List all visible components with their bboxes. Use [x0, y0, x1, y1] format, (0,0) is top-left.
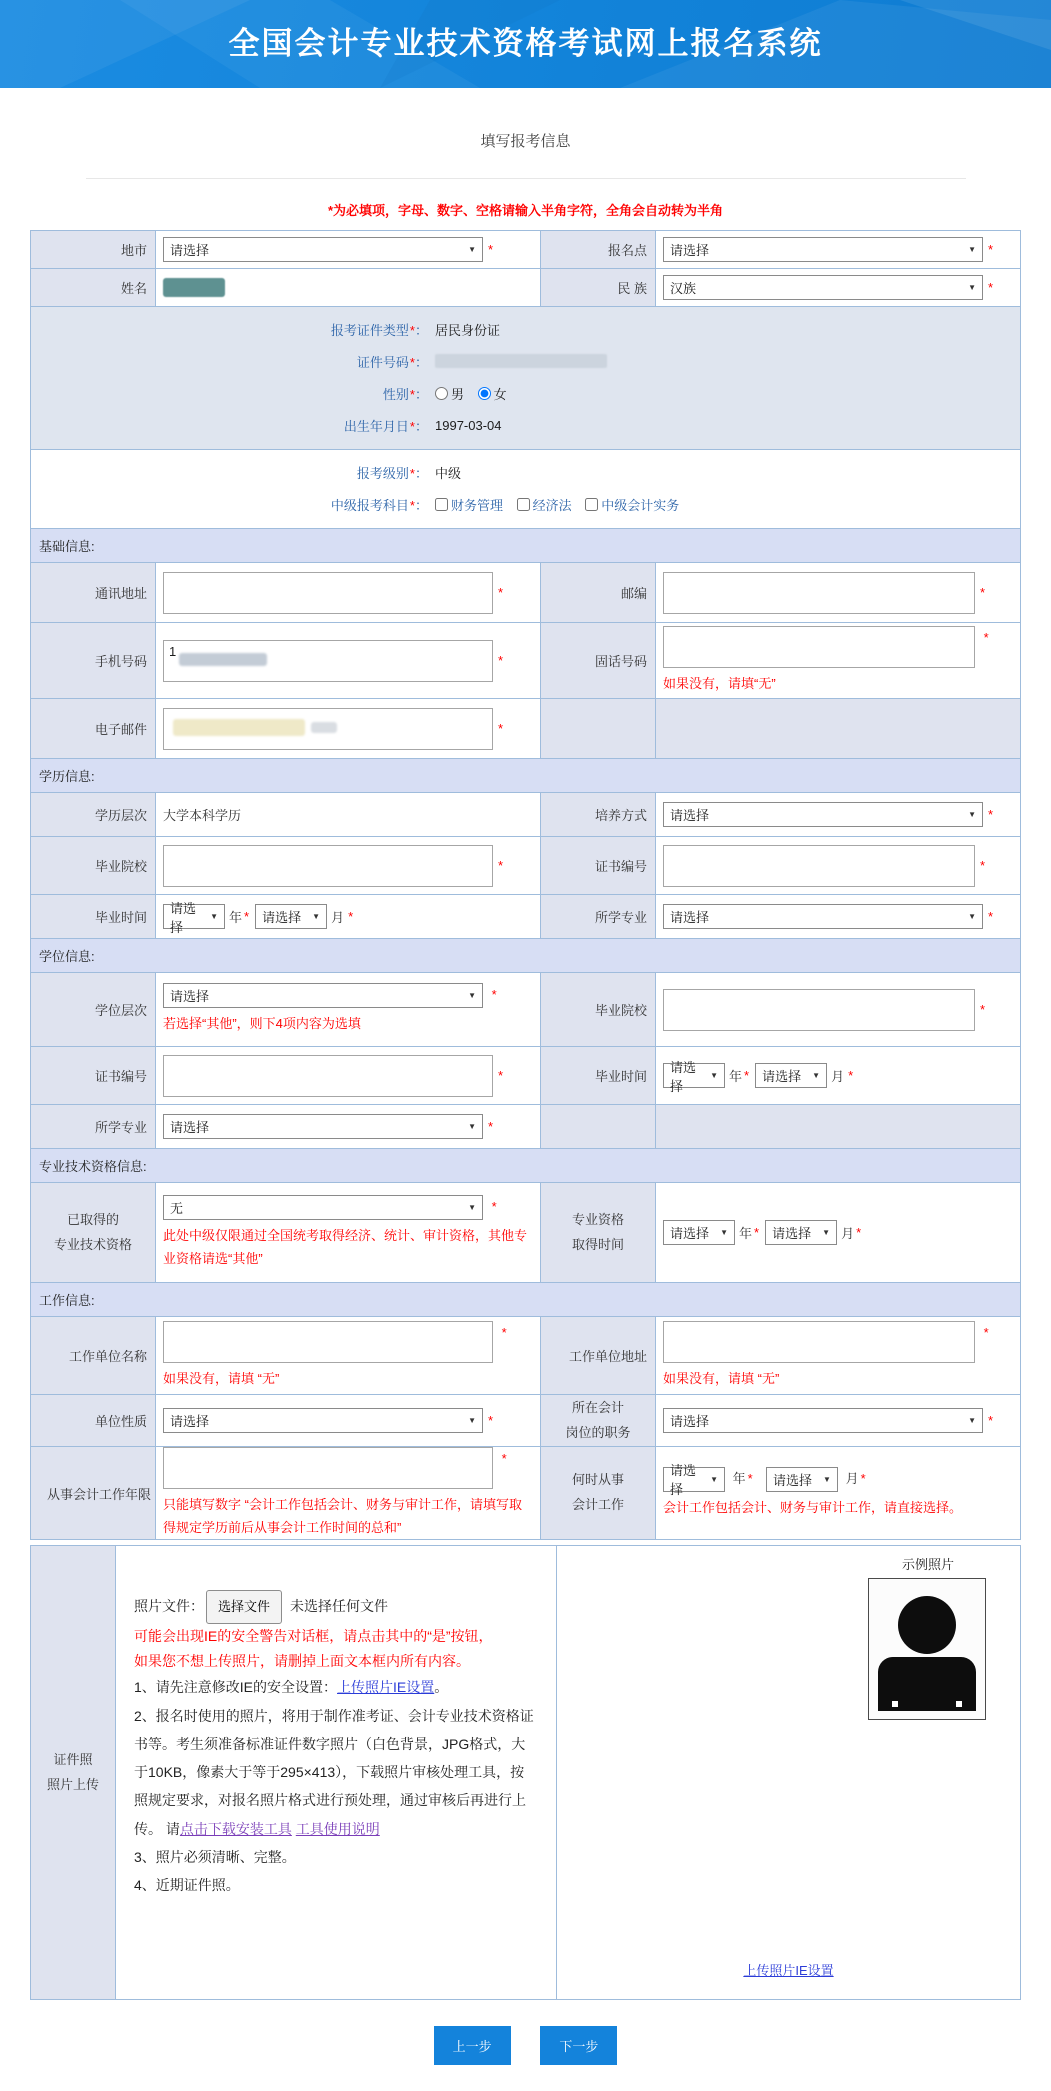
required-asterisk: *	[498, 585, 504, 600]
gender-male-radio[interactable]	[435, 387, 448, 400]
required-asterisk: *	[348, 909, 354, 924]
row-mobile-tel	[31, 623, 1020, 699]
label-name: 姓名	[31, 269, 156, 306]
subject-checkbox-1[interactable]	[435, 498, 448, 511]
photo-file-row	[134, 1590, 536, 1624]
company-addr-input[interactable]	[663, 1321, 975, 1363]
level-label: 报考级别	[356, 466, 409, 481]
birth-label: 出生年月日	[343, 419, 409, 434]
id-number-line: 证件号码*：	[31, 352, 1020, 371]
dropdown-arrow-icon: ▼	[968, 283, 976, 292]
required-asterisk: *	[860, 1470, 866, 1486]
month-unit: 月	[331, 910, 345, 925]
section-header-degree: 学位信息:	[31, 939, 1020, 973]
required-asterisk: *	[498, 1068, 504, 1083]
row-address-postcode	[31, 563, 1020, 623]
dropdown-arrow-icon: ▼	[968, 912, 976, 921]
required-asterisk: *	[744, 1068, 750, 1083]
identity-info-block	[31, 307, 1020, 450]
required-asterisk: *	[848, 1068, 854, 1083]
years-note: 只能填写数字 “会计工作包括会计、财务与审计工作，请填写取得规定学历前后从事会计工作时间的总和”	[163, 1496, 522, 1535]
dropdown-arrow-icon: ▼	[468, 1416, 476, 1425]
required-asterisk: *	[988, 1413, 994, 1428]
year-unit: 年	[229, 910, 243, 925]
dropdown-arrow-icon: ▼	[968, 245, 976, 254]
required-asterisk: *	[980, 858, 986, 873]
row-years-since	[31, 1447, 1020, 1539]
row-name-ethnic	[31, 269, 1020, 307]
label-degree-school: 毕业院校	[541, 973, 656, 1046]
subject-option-3[interactable]: 中级会计实务	[585, 495, 679, 514]
site-select[interactable]	[663, 237, 983, 262]
no-file-text: 未选择任何文件	[290, 1598, 389, 1614]
doc-type-value: 居民身份证	[435, 323, 501, 338]
id-number-label: 证件号码	[356, 355, 409, 370]
row-edu-school-cert	[31, 837, 1020, 895]
gender-label: 性别	[382, 387, 409, 402]
sample-photo-title: 示例照片	[901, 1557, 954, 1572]
qual-obtained-note: 此处中级仅限通过全国统考取得经济、统计、审计资格，其他专业资格请选“其他”	[163, 1227, 528, 1266]
degree-year-select[interactable]: 请选择 ▼	[663, 1063, 725, 1088]
required-asterisk: *	[501, 1324, 507, 1340]
download-tool-link[interactable]: 点击下载安装工具	[179, 1820, 292, 1837]
dropdown-arrow-icon: ▼	[823, 1474, 831, 1484]
month-unit: 月	[845, 1470, 859, 1486]
email-value-redacted	[173, 719, 305, 736]
required-asterisk: *	[244, 909, 250, 924]
ie-settings-link[interactable]: 上传照片IE设置	[337, 1679, 435, 1696]
qual-obtained-select-value: 无	[170, 1200, 184, 1216]
company-addr-note: 如果没有，请填 “无”	[663, 1370, 780, 1386]
required-asterisk: *	[988, 280, 994, 295]
label-site: 报名点	[541, 231, 656, 268]
label-edu-school: 毕业院校	[31, 837, 156, 894]
degree-level-note: 若选择“其他”，则下4项内容为选填	[163, 1016, 361, 1032]
since-month-select[interactable]: 请选择 ▼	[766, 1467, 838, 1492]
city-select[interactable]	[163, 237, 483, 262]
required-asterisk: *	[980, 1002, 986, 1017]
photo-step-1: 1、请先注意修改IE的安全设置：上传照片IE设置。	[134, 1679, 449, 1696]
dropdown-arrow-icon: ▼	[468, 245, 476, 254]
nature-select-value: 请选择	[170, 1414, 210, 1429]
photo-step-2: 2、报名时使用的照片，将用于制作准考证、会计专业技术资格证书等。考生须准备标准证件数字照片（白色背景，JPG格式，大于10KB，像素大于等于295×413），下载照片审核处理工具，按照规定要求，对报名照片格式进行预处理，通过审核后再进行上传。 请点击下载安装工具 工具使用说明	[134, 1707, 534, 1837]
position-select[interactable]	[663, 1408, 983, 1433]
row-degree-level-school	[31, 973, 1020, 1047]
required-asterisk: *	[409, 498, 415, 513]
name-value-redacted	[163, 278, 225, 297]
company-note: 如果没有，请填 “无”	[163, 1370, 280, 1386]
site-header	[0, 0, 1051, 88]
dropdown-arrow-icon: ▼	[210, 912, 218, 921]
section-header-education: 学历信息:	[31, 759, 1020, 793]
label-qual-time-line1: 专业资格	[571, 1211, 624, 1227]
email-value-redacted	[311, 722, 337, 733]
prev-step-button[interactable]: 上一步	[434, 2026, 511, 2065]
label-degree-time: 毕业时间	[541, 1047, 656, 1104]
label-edu-cert: 证书编号	[541, 837, 656, 894]
dropdown-arrow-icon: ▼	[812, 1071, 821, 1080]
row-edu-level-mode	[31, 793, 1020, 837]
subjects-label: 中级报考科目	[330, 498, 409, 513]
label-mobile: 手机号码	[31, 623, 156, 698]
row-edu-time-major	[31, 895, 1020, 939]
label-degree-cert: 证书编号	[31, 1047, 156, 1104]
degree-month-select[interactable]: 请选择 ▼	[755, 1063, 827, 1088]
tool-manual-link[interactable]: 工具使用说明	[295, 1820, 380, 1837]
degree-major-select[interactable]	[163, 1114, 483, 1139]
subject-checkbox-3[interactable]	[585, 498, 598, 511]
edu-major-select[interactable]	[663, 904, 983, 929]
gender-female-radio[interactable]	[478, 387, 491, 400]
edu-year-select[interactable]: 请选择 ▼	[163, 904, 225, 929]
since-year-select[interactable]: 请选择 ▼	[663, 1467, 725, 1492]
year-unit: 年	[739, 1226, 753, 1241]
edu-school-input[interactable]	[163, 845, 493, 887]
edu-mode-select-value: 请选择	[670, 808, 710, 823]
row-degree-major	[31, 1105, 1020, 1149]
required-asterisk: *	[409, 387, 415, 402]
level-block	[31, 450, 1020, 529]
label-photo-line2: 照片上传	[46, 1776, 99, 1792]
sample-photo-silhouette-body	[878, 1657, 976, 1711]
row-email	[31, 699, 1020, 759]
city-select-value: 请选择	[170, 243, 210, 258]
required-asterisk: *	[498, 858, 504, 873]
section-header-qualification: 专业技术资格信息:	[31, 1149, 1020, 1183]
required-asterisk: *	[409, 323, 415, 338]
photo-warning-line1: 可能会出现IE的安全警告对话框，请点击其中的“是”按钮，	[134, 1628, 493, 1645]
required-asterisk: *	[488, 1119, 494, 1134]
label-qual-time-line2: 取得时间	[571, 1236, 624, 1252]
label-tel: 固话号码	[541, 623, 656, 698]
row-company	[31, 1317, 1020, 1395]
gender-male-option[interactable]: 男	[435, 384, 464, 403]
id-number-redacted	[435, 354, 607, 368]
section-header-work: 工作信息:	[31, 1283, 1020, 1317]
required-asterisk: *	[409, 419, 415, 434]
label-edu-time: 毕业时间	[31, 895, 156, 938]
tel-input[interactable]	[663, 626, 975, 668]
required-asterisk: *	[409, 355, 415, 370]
dropdown-arrow-icon: ▼	[312, 912, 321, 921]
gender-line: 性别*： 男 女	[31, 384, 1020, 403]
subject-checkbox-2[interactable]	[517, 498, 530, 511]
page-title: 全国会计专业技术资格考试网上报名系统	[228, 26, 823, 61]
label-photo-line1: 证件照	[53, 1751, 93, 1767]
required-asterisk: *	[988, 242, 994, 257]
subjects-line: 中级报考科目*： 财务管理 经济法 中级会计实务	[31, 495, 1020, 514]
label-nature: 单位性质	[31, 1395, 156, 1446]
label-city: 地市	[31, 231, 156, 268]
registration-form	[30, 230, 1021, 1540]
nature-select[interactable]	[163, 1408, 483, 1433]
dropdown-arrow-icon: ▼	[468, 1122, 476, 1131]
dropdown-arrow-icon: ▼	[468, 991, 476, 1001]
label-company-addr: 工作单位地址	[541, 1317, 656, 1394]
required-asterisk: *	[491, 987, 497, 1003]
label-years: 从事会计工作年限	[31, 1447, 156, 1539]
edu-level-value: 大学本科学历	[163, 808, 242, 823]
level-value: 中级	[435, 466, 462, 481]
row-degree-cert-time	[31, 1047, 1020, 1105]
edu-major-select-value: 请选择	[670, 910, 710, 925]
year-unit: 年	[729, 1069, 743, 1084]
qual-obtained-select[interactable]	[163, 1195, 483, 1220]
tel-note: 如果没有，请填“无”	[663, 675, 776, 691]
degree-cert-input[interactable]	[163, 1055, 493, 1097]
sample-photo	[868, 1578, 986, 1720]
required-asterisk: *	[983, 1324, 989, 1340]
row-nature-position	[31, 1395, 1020, 1447]
label-qual-obtained-line2: 专业技术资格	[53, 1236, 132, 1252]
years-input[interactable]	[163, 1447, 493, 1489]
section-header-basic: 基础信息:	[31, 529, 1020, 563]
form-navigation	[0, 2026, 1051, 2065]
row-qualification	[31, 1183, 1020, 1283]
required-warning: *为必填项，字母、数字、空格请输入半角字符，全角会自动转为半角	[327, 203, 724, 218]
mobile-value-redacted	[179, 653, 267, 666]
month-unit: 月	[841, 1226, 855, 1241]
label-degree-major: 所学专业	[31, 1105, 156, 1148]
label-company: 工作单位名称	[31, 1317, 156, 1394]
label-edu-level: 学历层次	[31, 793, 156, 836]
required-asterisk: *	[488, 1413, 494, 1428]
required-asterisk: *	[409, 466, 415, 481]
ethnic-select[interactable]	[663, 275, 983, 300]
label-since-line2: 会计工作	[571, 1497, 624, 1512]
dropdown-arrow-icon: ▼	[968, 1416, 976, 1425]
next-step-button[interactable]: 下一步	[540, 2026, 617, 2065]
required-asterisk: *	[501, 1450, 507, 1466]
ie-settings-link-bottom[interactable]: 上传照片IE设置	[743, 1963, 834, 1978]
label-email: 电子邮件	[31, 699, 156, 758]
degree-level-select[interactable]	[163, 983, 483, 1008]
edu-month-select[interactable]: 请选择 ▼	[255, 904, 327, 929]
degree-major-select-value: 请选择	[170, 1120, 210, 1135]
label-address: 通讯地址	[31, 563, 156, 622]
label-edu-mode: 培养方式	[541, 793, 656, 836]
address-input[interactable]	[163, 572, 493, 614]
dropdown-arrow-icon: ▼	[468, 1202, 476, 1212]
subject-option-2[interactable]: 经济法	[517, 495, 572, 514]
birth-line: 出生年月日*： 1997-03-04	[31, 416, 1020, 435]
doc-type-line: 报考证件类型*： 居民身份证	[31, 320, 1020, 339]
label-position-line2: 岗位的职务	[565, 1424, 631, 1440]
required-asterisk: *	[491, 1198, 497, 1214]
required-asterisk: *	[988, 807, 994, 822]
site-select-value: 请选择	[670, 243, 710, 258]
dropdown-arrow-icon: ▼	[968, 810, 976, 819]
dropdown-arrow-icon: ▼	[710, 1071, 718, 1080]
position-select-value: 请选择	[670, 1414, 710, 1429]
birth-value: 1997-03-04	[435, 418, 502, 433]
divider	[86, 178, 966, 179]
label-position-line1: 所在会计	[571, 1399, 624, 1415]
degree-level-select-value: 请选择	[170, 989, 210, 1005]
required-asterisk: *	[754, 1225, 760, 1240]
label-since-line1: 何时从事	[571, 1472, 624, 1488]
row-city-site	[31, 231, 1020, 269]
form-subtitle: 填写报考信息	[480, 133, 571, 150]
required-asterisk: *	[498, 721, 504, 736]
photo-upload-section	[30, 1545, 1021, 2000]
edu-cert-input[interactable]	[663, 845, 975, 887]
company-input[interactable]	[163, 1321, 493, 1363]
dropdown-arrow-icon: ▼	[720, 1228, 728, 1237]
label-edu-major: 所学专业	[541, 895, 656, 938]
photo-warning-line2: 如果您不想上传照片，请删掉上面文本框内所有内容。	[134, 1652, 470, 1669]
photo-step-3: 3、照片必须清晰、完整。	[134, 1848, 296, 1865]
doc-type-label: 报考证件类型	[330, 323, 409, 338]
required-asterisk: *	[983, 629, 989, 645]
label-degree-level: 学位层次	[31, 973, 156, 1046]
sample-photo-silhouette-head	[898, 1596, 956, 1654]
required-asterisk: *	[856, 1225, 862, 1240]
photo-file-label: 照片文件：	[134, 1598, 204, 1614]
postcode-input[interactable]	[663, 572, 975, 614]
label-ethnic: 民 族	[541, 269, 656, 306]
required-asterisk: *	[988, 909, 994, 924]
subject-option-1[interactable]: 财务管理	[435, 495, 503, 514]
required-asterisk: *	[747, 1470, 753, 1486]
label-postcode: 邮编	[541, 563, 656, 622]
dropdown-arrow-icon: ▼	[710, 1474, 718, 1484]
edu-mode-select[interactable]	[663, 802, 983, 827]
gender-female-option[interactable]: 女	[478, 384, 507, 403]
level-line: 报考级别*： 中级	[31, 463, 1020, 482]
degree-school-input[interactable]	[663, 989, 975, 1031]
qual-month-select[interactable]: 请选择 ▼	[765, 1220, 837, 1245]
dropdown-arrow-icon: ▼	[822, 1228, 831, 1237]
required-asterisk: *	[498, 653, 504, 668]
required-asterisk: *	[980, 585, 986, 600]
month-unit: 月	[831, 1069, 845, 1084]
required-asterisk: *	[488, 242, 494, 257]
qual-year-select[interactable]: 请选择 ▼	[663, 1220, 735, 1245]
photo-step-4: 4、近期证件照。	[134, 1877, 240, 1894]
since-note: 会计工作包括会计、财务与审计工作，请直接选择。	[663, 1499, 963, 1515]
choose-file-button[interactable]: 选择文件	[206, 1590, 282, 1624]
ethnic-select-value: 汉族	[670, 281, 697, 296]
label-qual-obtained-line1: 已取得的	[66, 1211, 119, 1227]
year-unit: 年	[732, 1470, 746, 1486]
